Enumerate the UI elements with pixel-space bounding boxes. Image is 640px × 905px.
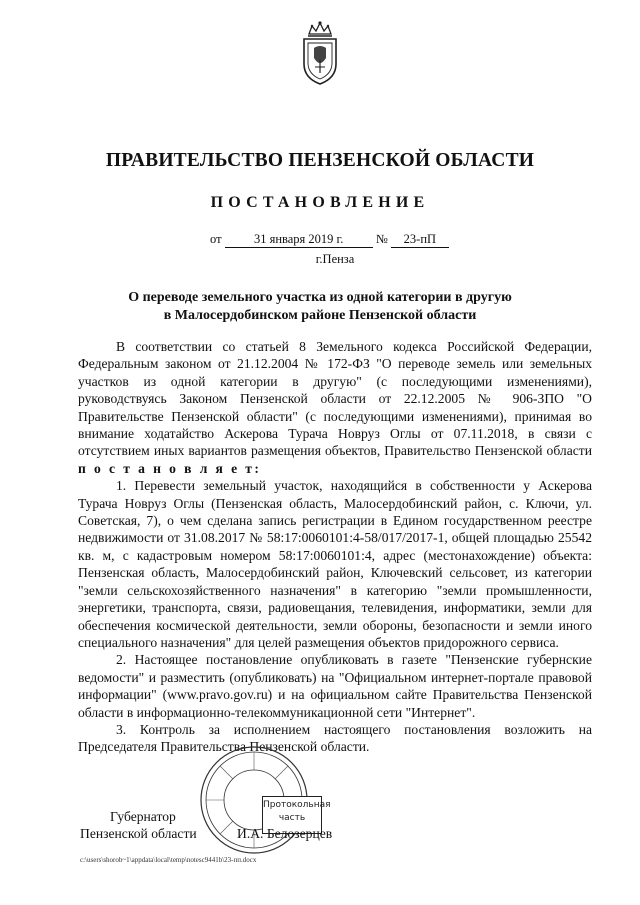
subject-line-1: О переводе земельного участка из одной категории в другую [128,290,512,305]
signer-name: И.А. Белозерцев [237,826,333,841]
document-body [78,338,592,756]
stamp-line-1: Протокольная [263,800,331,810]
document-subject [0,289,640,325]
document-number: 23-пП [391,232,449,248]
signer-title: Губернатор [110,809,176,824]
item-3: 3. Контроль за исполнением настоящего постановления возложить на Председателя Правительства Пензенской области. [78,721,592,755]
government-title: ПРАВИТЕЛЬСТВО ПЕНЗЕНСКОЙ ОБЛАСТИ [105,150,535,171]
item-1: 1. Перевести земельный участок, находящийся в собственности у Аскерова Турача Новруз Оглы (Пензенская область, Малосердобинский район, с. Ключи, ул. Советская, 7), о чем сделана запись регистрации в Едином государственном реестре недвижимости от 31.08.2017 № 58:17:0060101:4-58/017/2017-1, общей площадью 25542 кв. м, с кадастровым номером 58:17:0060101:4, адрес (местонахождение) объекта: Пензенская область, Малосердобинский район, Ключевский сельсовет, из категории "земли сельскохозяйственного назначения" в категорию "земли промышленности, энергетики, транспорта, связи, радиовещания, телевидения, информатики, земли для обеспечения космической деятельности, земли обороны, безопасности и земли иного специального назначения" для целей размещения объектов придорожного сервиса. [78,478,592,650]
file-path: c:\users\shorob~1\appdata\local\temp\notesc9441b\23-пп.docx [80,856,257,864]
subject-line-2: в Малосердобинском районе Пензенской области [163,308,477,323]
city: г.Пенза [315,252,355,266]
number-prefix: № [375,232,388,246]
decree-word: п о с т а н о в л я е т: [78,460,262,476]
item-2: 2. Настоящее постановление опубликовать в газете "Пензенские губернские ведомости" и разместить (опубликовать) на "Официальном интернет-портале правовой информации" (www.pravo.gov.ru) и на официальном сайте Правительства Пензенской области в информационно-телекоммуникационной сети "Интернет". [78,652,592,720]
intro-paragraph [78,338,592,477]
coat-of-arms-icon [297,20,343,86]
intro-text: В соответствии со статьей 8 Земельного кодекса Российской Федерации, Федеральным законом от 21.12.2004 № 172-ФЗ "О переводе земель или земельных участков из одной категории в другую" (с последующими изменениями), руководствуясь Законом Пензенской области от 22.12.2005 № 906-ЗПО "О Правительстве Пензенской области" (с последующими изменениями), принимая во внимание ходатайство Аскерова Турача Новруз Оглы от 07.11.2018, в связи с отсутствием иных вариантов размещения объектов, Правительство Пензенской области [78,339,592,459]
document-date: 31 января 2019 г. [225,232,373,248]
signer-organization: Пензенской области [80,826,197,841]
document-type: ПОСТАНОВЛЕНИЕ [210,194,430,211]
date-prefix: от [210,232,222,246]
date-number-line [210,232,449,248]
stamp-line-2: часть [278,813,306,823]
